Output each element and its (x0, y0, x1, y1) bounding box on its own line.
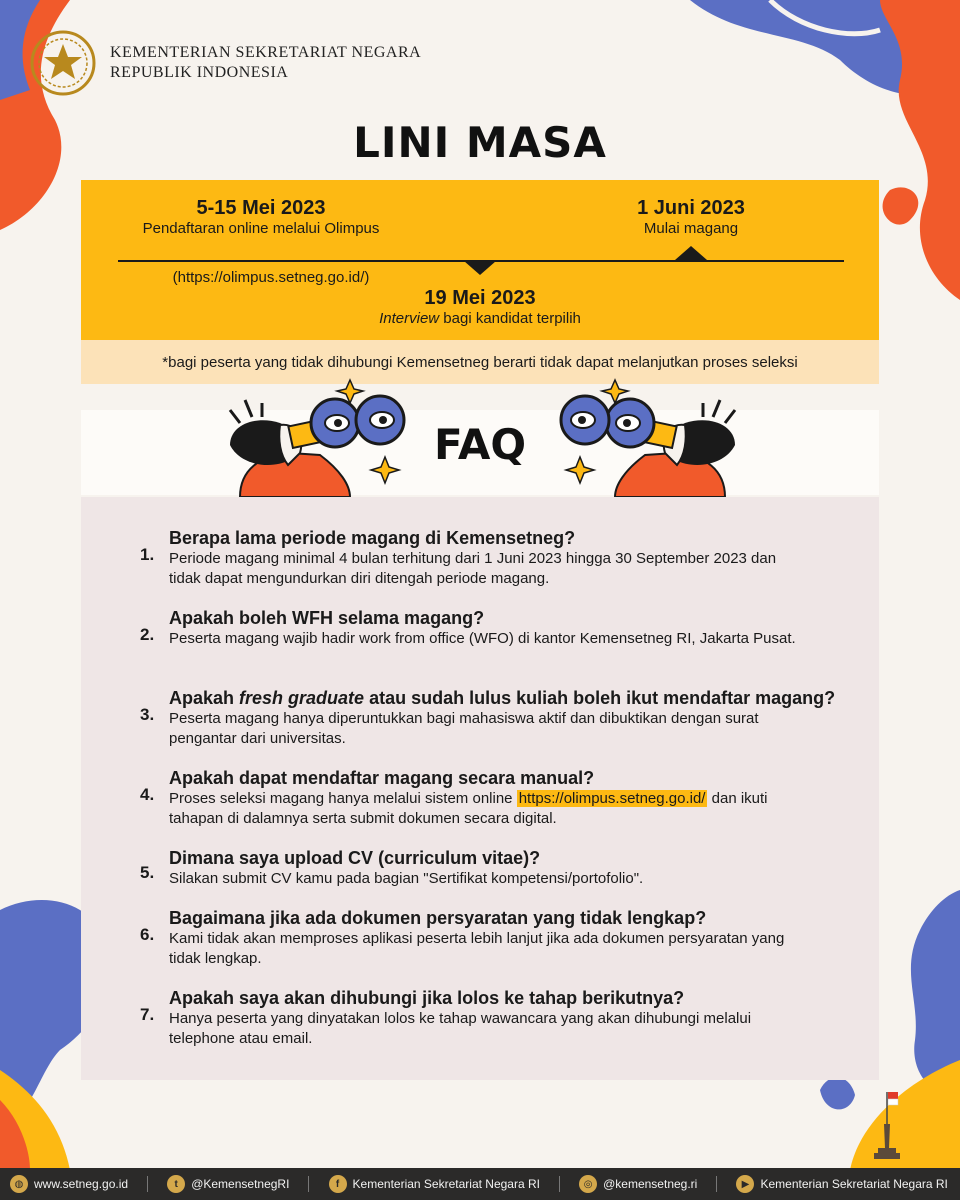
event-date: 5-15 Mei 2023 (196, 197, 326, 219)
organization-name (110, 43, 421, 83)
twitter-label: @KemensetnegRI (191, 1177, 290, 1191)
answer-text: dan ikuti tahapan di dalamnya serta submit dokumen secara digital. (169, 790, 768, 827)
website-label: www.setneg.go.id (34, 1177, 129, 1191)
faq-number: 1. (140, 545, 155, 564)
faq-question: Berapa lama periode magang di Kemensetneg? (169, 528, 576, 548)
monas-monument-icon (872, 1090, 902, 1162)
timeline-marker-start (675, 246, 707, 260)
timeline-event-start (591, 196, 791, 238)
youtube-icon: ▶ (736, 1175, 754, 1193)
event-date: 1 Juni 2023 (637, 197, 745, 219)
timeline-event-interview (340, 286, 620, 328)
globe-icon: ◍ (10, 1175, 28, 1193)
event-desc: Pendaftaran online melalui Olimpus (142, 220, 380, 237)
faq-answer (169, 789, 809, 829)
faq-number: 4. (140, 785, 155, 804)
facebook-label: Kementerian Sekretariat Negara RI (352, 1177, 540, 1191)
faq-answer: Kami tidak akan memproses aplikasi peserta lebih lanjut jika ada dokumen persyaratan yang tidak lengkap. (169, 930, 785, 967)
event-desc-italic: Interview (379, 310, 440, 327)
olimpus-link[interactable]: https://olimpus.setneg.go.id/ (518, 790, 706, 807)
org-line-1: KEMENTERIAN SEKRETARIAT NEGARA (110, 44, 422, 61)
faq-number: 6. (140, 925, 155, 944)
question-italic: fresh graduate (239, 688, 365, 708)
question-text: atau sudah lulus kuliah boleh ikut mendaftar magang? (364, 688, 836, 708)
timeline (81, 180, 879, 340)
footer-divider (559, 1176, 560, 1192)
faq-question: Apakah dapat mendaftar magang secara manual? (169, 768, 595, 788)
instagram-label: @kemensetneg.ri (603, 1177, 698, 1191)
decor-right-mid-blob (870, 180, 960, 240)
faq-number: 2. (140, 625, 155, 644)
faq-question: Dimana saya upload CV (curriculum vitae)? (169, 848, 541, 868)
timeline-marker-interview (464, 261, 496, 275)
event-desc-rest: bagi kandidat terpilih (439, 310, 581, 327)
event-desc: Mulai magang (643, 220, 739, 237)
org-line-2: REPUBLIK INDONESIA (110, 64, 289, 81)
footer (0, 1168, 960, 1200)
footer-website[interactable] (10, 1175, 128, 1193)
faq-number: 3. (140, 705, 155, 724)
event-desc (340, 310, 620, 328)
footer-divider (716, 1176, 717, 1192)
faq-question: Apakah boleh WFH selama magang? (169, 608, 485, 628)
header (30, 30, 421, 96)
facebook-icon: f (329, 1175, 347, 1193)
selection-note: *bagi peserta yang tidak dihubungi Kemensetneg berarti tidak dapat melanjutkan proses seleksi (81, 340, 879, 384)
event-date: 19 Mei 2023 (424, 287, 536, 309)
instagram-icon: ◎ (579, 1175, 597, 1193)
footer-youtube[interactable] (736, 1175, 947, 1193)
faq-answer: Peserta magang hanya diperuntukkan bagi mahasiswa aktif dan dibuktikan dengan surat pengantar dari universitas. (169, 710, 759, 747)
faq-answer: Periode magang minimal 4 bulan terhitung dari 1 Juni 2023 hingga 30 September 2023 dan tidak dapat mengundurkan diri ditengah periode magang. (169, 550, 777, 587)
faq-answer: Silakan submit CV kamu pada bagian "Sertifikat kompetensi/portofolio". (169, 870, 644, 887)
faq-answer: Hanya peserta yang dinyatakan lolos ke tahap wawancara yang akan dihubungi melalui telephone atau email. (169, 1010, 752, 1047)
answer-text: Proses seleksi magang hanya melalui sistem online (169, 790, 517, 807)
faq-question (169, 687, 835, 709)
youtube-label: Kementerian Sekretariat Negara RI (760, 1177, 948, 1191)
faq-number: 5. (140, 863, 155, 882)
footer-twitter[interactable] (167, 1175, 289, 1193)
faq-title: FAQ (433, 420, 527, 469)
footer-instagram[interactable] (579, 1175, 697, 1193)
footer-divider (147, 1176, 148, 1192)
timeline-event-registration (121, 196, 401, 238)
footer-facebook[interactable] (329, 1175, 540, 1193)
footer-divider (308, 1176, 309, 1192)
registration-link: (https://olimpus.setneg.go.id/) (172, 269, 370, 286)
page-title: LINI MASA (353, 118, 607, 167)
faq-question: Bagaimana jika ada dokumen persyaratan yang tidak lengkap? (169, 908, 707, 928)
state-seal-icon (30, 30, 96, 96)
question-text: Apakah (169, 688, 240, 708)
faq-answer: Peserta magang wajib hadir work from office (WFO) di kantor Kemensetneg RI, Jakarta Pusat. (169, 630, 796, 647)
faq-question: Apakah saya akan dihubungi jika lolos ke tahap berikutnya? (169, 988, 685, 1008)
twitter-icon: t (167, 1175, 185, 1193)
faq-number: 7. (140, 1005, 155, 1024)
